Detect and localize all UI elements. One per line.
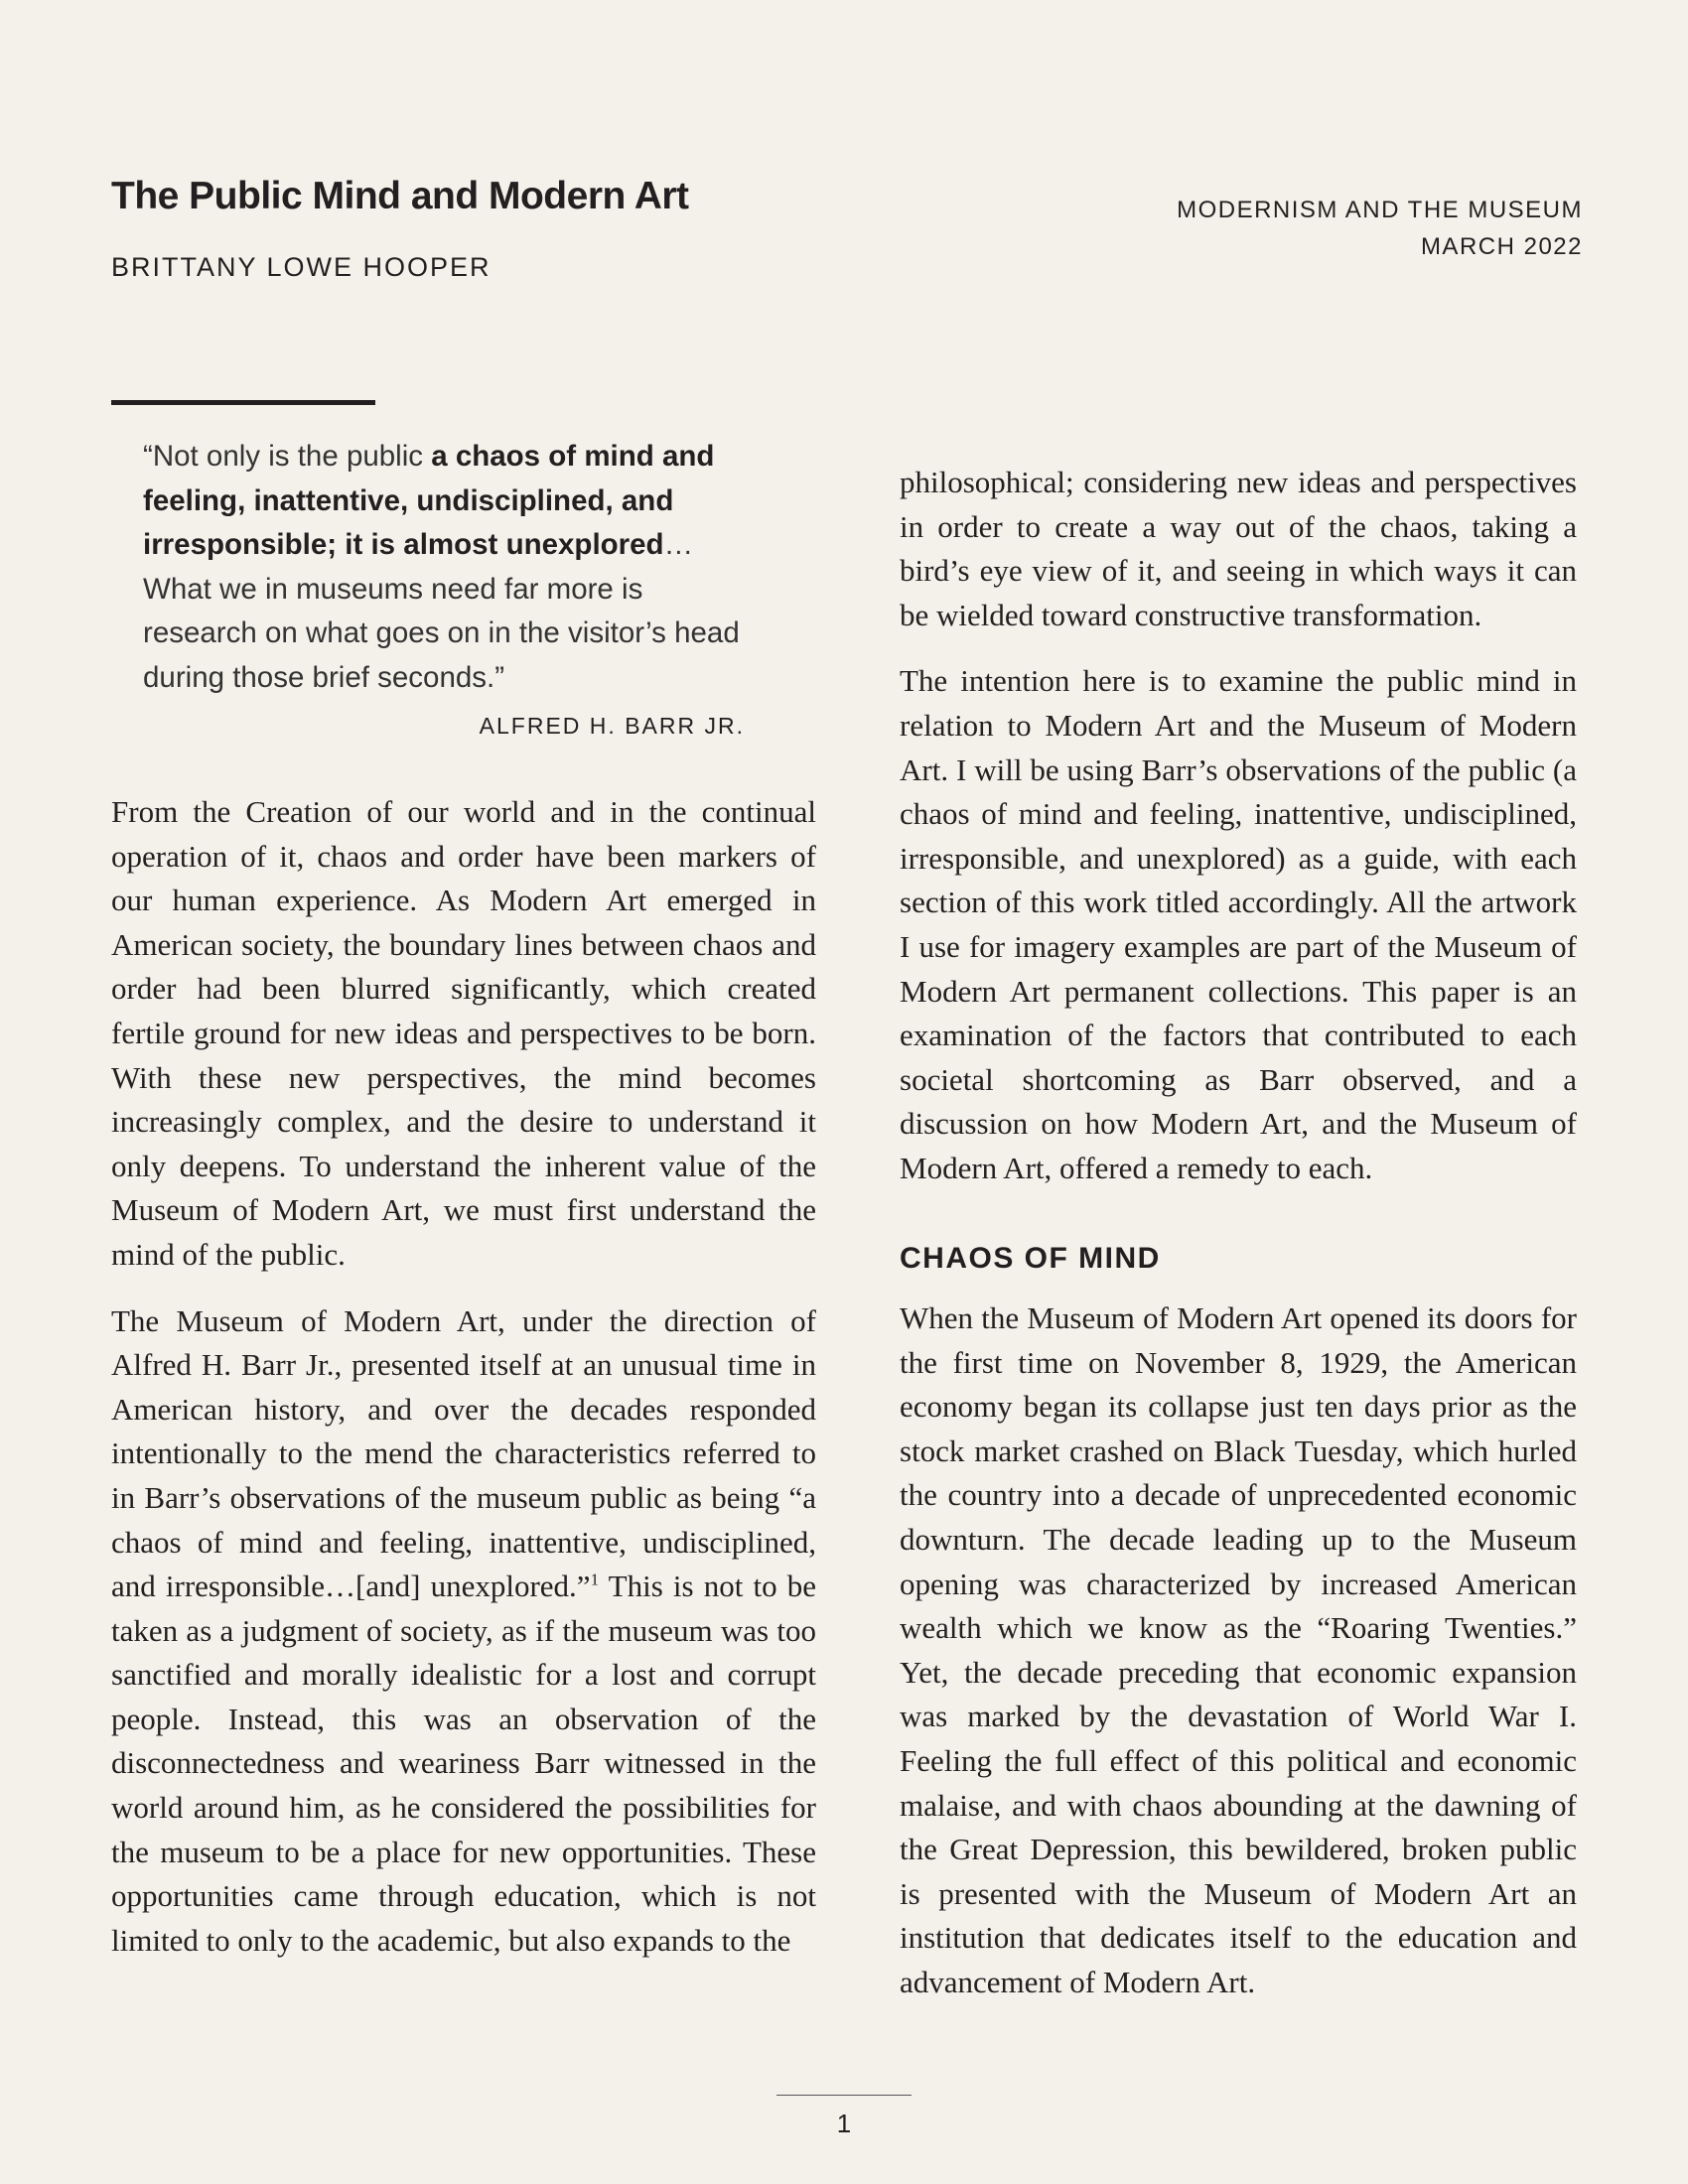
pull-quote-rule xyxy=(111,400,375,405)
footer-rule xyxy=(776,2095,912,2096)
section-heading: CHAOS OF MIND xyxy=(900,1241,1161,1275)
pull-quote-emphasis: a chaos of mind and feeling, inattentive, undisciplined, and irresponsible; it is almost unexplored xyxy=(143,440,715,561)
author-name: BRITTANY LOWE HOOPER xyxy=(111,252,492,282)
body-paragraph: philosophical; considering new ideas and perspectives in order to create a way out of the chaos, taking a bird’s eye view of it, and seeing in which ways it can be wielded toward constructive transformation. xyxy=(900,465,1577,632)
right-column xyxy=(900,461,1577,2027)
pull-quote xyxy=(143,435,759,700)
pull-quote-attribution: ALFRED H. BARR JR. xyxy=(479,713,745,739)
publication-date: MARCH 2022 xyxy=(1420,233,1583,260)
paragraph-text: This is not to be taken as a judgment of society, as if the museum was too sanctified and morally idealistic for a lost and corrupt people. Instead, this was an observation of the disconnectedness and weariness Barr witnessed in the world around him, as he considered the possibilities for the museum to be a place for new opportunities. These opportunities came through education, which is not limited to only to the academic, but also expands to the xyxy=(111,1569,817,1958)
body-paragraph: From the Creation of our world and in the continual operation of it, chaos and order have been markers of our human experience. As Modern Art emerged in American society, the boundary lines between chaos and order had been blurred significantly, which created fertile ground for new ideas and perspectives to be born. With these new perspectives, the mind becomes increasingly complex, and the desire to understand it only deepens. To understand the inherent value of the Museum of Modern Art, we must first understand the mind of the public. xyxy=(111,794,816,1272)
footnote-marker[interactable]: 1 xyxy=(590,1570,600,1589)
article-title: The Public Mind and Modern Art xyxy=(111,175,689,217)
body-paragraph: The intention here is to examine the public mind in relation to Modern Art and the Museum of Modern Art. I will be using Barr’s observations of the public (a chaos of mind and feeling, inattentive, undisciplined, irresponsible, and unexplored) as a guide, with each section of this work titled accordingly. All the artwork I use for imagery examples are part of the Museum of Modern Art permanent collections. This paper is an examination of the factors that contributed to each societal shortcoming as Barr observed, and a discussion on how Modern Art, and the Museum of Modern Art, offered a remedy to each. xyxy=(900,663,1577,1185)
publication-meta xyxy=(1177,192,1583,265)
body-paragraph xyxy=(111,1299,816,1964)
pull-quote-lead: “Not only is the public xyxy=(143,440,432,473)
left-column xyxy=(111,790,816,1984)
series-name: MODERNISM AND THE MUSEUM xyxy=(1177,197,1583,223)
paragraph-text: The Museum of Modern Art, under the direction of Alfred H. Barr Jr., presented itself at an unusual time in American history, and over the decades responded intentionally to the mend the characteristics referred to in Barr’s observations of the museum public as being “a chaos of mind and feeling, inattentive, undisciplined, and irresponsible…[and] unexplored.” xyxy=(111,1302,816,1604)
page-number: 1 xyxy=(836,2109,852,2138)
body-paragraph: When the Museum of Modern Art opened its doors for the first time on November 8, 1929, the American economy began its collapse just ten days prior as the stock market crashed on Black Tuesday, which hurled the country into a decade of unprecedented economic downturn. The decade leading up to the Museum opening was characterized by increased American wealth which we know as the “Roaring Twenties.” Yet, the decade preceding that economic expansion was marked by the devastation of World War I. Feeling the full effect of this political and economic malaise, and with chaos abounding at the dawning of the Great Depression, this bewildered, broken public is presented with the Museum of Modern Art an institution that dedicates itself to the education and advancement of Modern Art. xyxy=(900,1300,1577,1999)
pull-quote-tail: … What we in museums need far more is research on what goes on in the visitor’s head during those brief seconds.” xyxy=(143,528,740,694)
